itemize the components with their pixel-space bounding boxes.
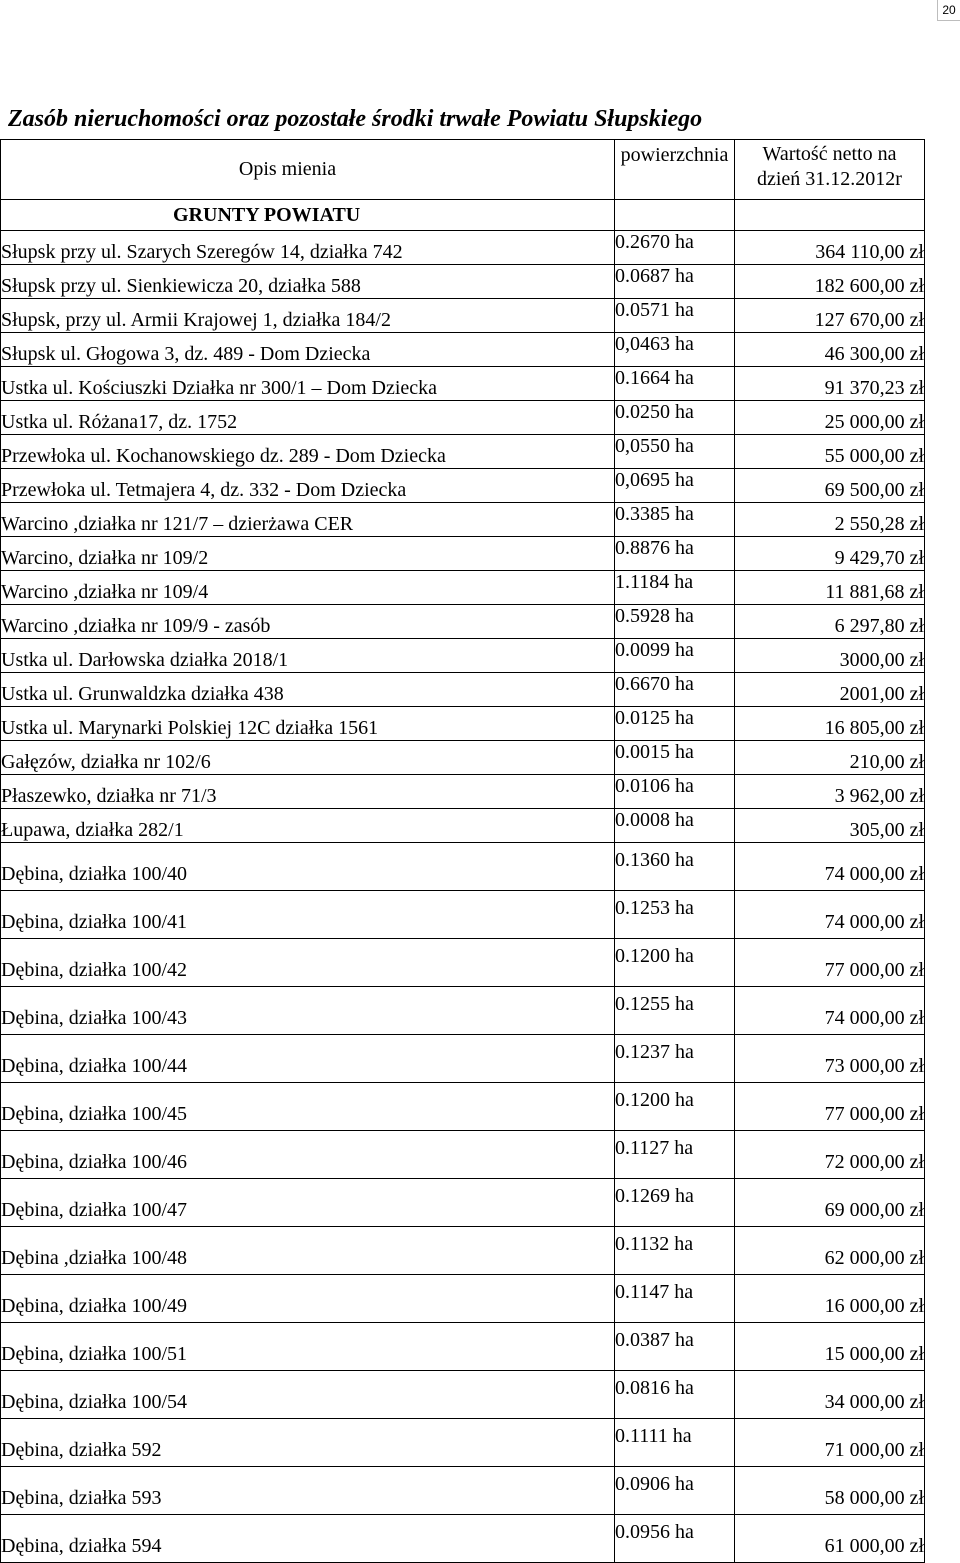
table-row: [1, 1227, 925, 1275]
table-row: [1, 469, 925, 503]
row-value: 77 000,00 zł: [735, 939, 925, 987]
table-row: [1, 333, 925, 367]
row-value: 3000,00 zł: [735, 639, 925, 673]
row-description: Płaszewko, działka nr 71/3: [1, 775, 615, 809]
row-area: 0.1664 ha: [615, 367, 735, 401]
row-area: 0.6670 ha: [615, 673, 735, 707]
row-value: 6 297,80 zł: [735, 605, 925, 639]
table-row: [1, 231, 925, 265]
row-area: 0.1360 ha: [615, 843, 735, 891]
row-value: 25 000,00 zł: [735, 401, 925, 435]
row-description: Przewłoka ul. Kochanowskiego dz. 289 - Dom Dziecka: [1, 435, 615, 469]
row-area: 0.0008 ha: [615, 809, 735, 843]
row-area: 0.3385 ha: [615, 503, 735, 537]
table-row: [1, 987, 925, 1035]
row-area: 0,0463 ha: [615, 333, 735, 367]
row-area: 0.0956 ha: [615, 1515, 735, 1563]
row-value: 55 000,00 zł: [735, 435, 925, 469]
row-area: 0,0550 ha: [615, 435, 735, 469]
row-area: 0.1200 ha: [615, 1083, 735, 1131]
table-row: [1, 775, 925, 809]
row-value: 74 000,00 zł: [735, 987, 925, 1035]
table-row: [1, 367, 925, 401]
table-row: [1, 939, 925, 987]
row-description: Ustka ul. Grunwaldzka działka 438: [1, 673, 615, 707]
row-description: Dębina, działka 592: [1, 1419, 615, 1467]
header-value: [735, 140, 925, 200]
row-description: Przewłoka ul. Tetmajera 4, dz. 332 - Dom Dziecka: [1, 469, 615, 503]
section-label: GRUNTY POWIATU: [1, 200, 615, 231]
document-title: Zasób nieruchomości oraz pozostałe środki trwałe Powiatu Słupskiego: [8, 106, 703, 132]
row-value: 91 370,23 zł: [735, 367, 925, 401]
row-description: Warcino ,działka nr 109/9 - zasób: [1, 605, 615, 639]
row-value: 16 805,00 zł: [735, 707, 925, 741]
row-description: Dębina, działka 100/42: [1, 939, 615, 987]
row-description: Słupsk przy ul. Szarych Szeregów 14, działka 742: [1, 231, 615, 265]
table-row: [1, 1131, 925, 1179]
header-area: powierzchnia: [615, 140, 735, 200]
row-area: 0.0099 ha: [615, 639, 735, 673]
assets-table-body: [1, 140, 925, 1563]
table-row: [1, 1323, 925, 1371]
row-value: 74 000,00 zł: [735, 891, 925, 939]
section-empty-cell: [735, 200, 925, 231]
table-row: [1, 571, 925, 605]
row-description: Dębina, działka 100/40: [1, 843, 615, 891]
row-value: 77 000,00 zł: [735, 1083, 925, 1131]
row-description: Słupsk przy ul. Sienkiewicza 20, działka 588: [1, 265, 615, 299]
row-area: 0.2670 ha: [615, 231, 735, 265]
row-value: 364 110,00 zł: [735, 231, 925, 265]
row-area: 0.1111 ha: [615, 1419, 735, 1467]
row-description: Gałęzów, działka nr 102/6: [1, 741, 615, 775]
table-row: [1, 401, 925, 435]
row-area: 0.0687 ha: [615, 265, 735, 299]
table-row: [1, 639, 925, 673]
table-row: [1, 707, 925, 741]
page-number: 20: [937, 0, 960, 21]
row-value: 182 600,00 zł: [735, 265, 925, 299]
row-area: 0.0816 ha: [615, 1371, 735, 1419]
row-value: 74 000,00 zł: [735, 843, 925, 891]
row-value: 62 000,00 zł: [735, 1227, 925, 1275]
table-row: [1, 299, 925, 333]
table-row: [1, 1419, 925, 1467]
row-area: 0.1255 ha: [615, 987, 735, 1035]
row-description: Ustka ul. Kościuszki Działka nr 300/1 – Dom Dziecka: [1, 367, 615, 401]
row-description: Słupsk, przy ul. Armii Krajowej 1, działka 184/2: [1, 299, 615, 333]
row-value: 16 000,00 zł: [735, 1275, 925, 1323]
row-description: Warcino ,działka nr 121/7 – dzierżawa CER: [1, 503, 615, 537]
row-value: 72 000,00 zł: [735, 1131, 925, 1179]
table-row: [1, 537, 925, 571]
row-description: Warcino, działka nr 109/2: [1, 537, 615, 571]
row-value: 73 000,00 zł: [735, 1035, 925, 1083]
table-row: [1, 1467, 925, 1515]
table-row: [1, 435, 925, 469]
row-value: 46 300,00 zł: [735, 333, 925, 367]
row-description: Warcino ,działka nr 109/4: [1, 571, 615, 605]
section-header-row: [1, 200, 925, 231]
row-area: 0.0250 ha: [615, 401, 735, 435]
table-row: [1, 1035, 925, 1083]
section-empty-cell: [615, 200, 735, 231]
row-area: 0.0106 ha: [615, 775, 735, 809]
row-value: 2 550,28 zł: [735, 503, 925, 537]
header-value-line2: dzień 31.12.2012r: [757, 168, 902, 190]
row-description: Dębina, działka 100/49: [1, 1275, 615, 1323]
row-value: 71 000,00 zł: [735, 1419, 925, 1467]
table-row: [1, 265, 925, 299]
row-value: 127 670,00 zł: [735, 299, 925, 333]
row-description: Ustka ul. Marynarki Polskiej 12C działka 1561: [1, 707, 615, 741]
row-area: 0.1147 ha: [615, 1275, 735, 1323]
row-value: 58 000,00 zł: [735, 1467, 925, 1515]
row-description: Ustka ul. Różana17, dz. 1752: [1, 401, 615, 435]
row-area: 0.0387 ha: [615, 1323, 735, 1371]
row-value: 69 500,00 zł: [735, 469, 925, 503]
row-value: 69 000,00 zł: [735, 1179, 925, 1227]
table-row: [1, 891, 925, 939]
table-row: [1, 741, 925, 775]
row-description: Ustka ul. Darłowska działka 2018/1: [1, 639, 615, 673]
row-description: Dębina, działka 100/54: [1, 1371, 615, 1419]
row-description: Dębina, działka 100/41: [1, 891, 615, 939]
row-area: 0.1253 ha: [615, 891, 735, 939]
row-value: 3 962,00 zł: [735, 775, 925, 809]
row-area: 0.1127 ha: [615, 1131, 735, 1179]
row-area: 0.0125 ha: [615, 707, 735, 741]
row-value: 34 000,00 zł: [735, 1371, 925, 1419]
row-description: Dębina, działka 100/51: [1, 1323, 615, 1371]
row-value: 61 000,00 zł: [735, 1515, 925, 1563]
table-row: [1, 1371, 925, 1419]
row-description: Łupawa, działka 282/1: [1, 809, 615, 843]
row-area: 0.5928 ha: [615, 605, 735, 639]
row-area: 0.1200 ha: [615, 939, 735, 987]
row-area: 0.1237 ha: [615, 1035, 735, 1083]
row-description: Dębina, działka 100/47: [1, 1179, 615, 1227]
row-value: 2001,00 zł: [735, 673, 925, 707]
header-value-line1: Wartość netto na: [762, 143, 897, 165]
table-row: [1, 1179, 925, 1227]
row-description: Dębina ,działka 100/48: [1, 1227, 615, 1275]
row-area: 0.1269 ha: [615, 1179, 735, 1227]
row-value: 15 000,00 zł: [735, 1323, 925, 1371]
table-row: [1, 1275, 925, 1323]
row-area: 0,0695 ha: [615, 469, 735, 503]
row-area: 0.1132 ha: [615, 1227, 735, 1275]
row-area: 0.0015 ha: [615, 741, 735, 775]
row-area: 0.0571 ha: [615, 299, 735, 333]
table-row: [1, 673, 925, 707]
row-value: 9 429,70 zł: [735, 537, 925, 571]
row-description: Dębina, działka 100/44: [1, 1035, 615, 1083]
row-description: Dębina, działka 100/46: [1, 1131, 615, 1179]
row-description: Dębina, działka 593: [1, 1467, 615, 1515]
table-row: [1, 843, 925, 891]
assets-table: [0, 139, 925, 1563]
table-row: [1, 605, 925, 639]
table-row: [1, 503, 925, 537]
table-row: [1, 809, 925, 843]
row-description: Dębina, działka 594: [1, 1515, 615, 1563]
row-value: 210,00 zł: [735, 741, 925, 775]
header-description: Opis mienia: [1, 140, 615, 200]
row-description: Dębina, działka 100/43: [1, 987, 615, 1035]
table-row: [1, 1083, 925, 1131]
row-description: Dębina, działka 100/45: [1, 1083, 615, 1131]
row-description: Słupsk ul. Głogowa 3, dz. 489 - Dom Dziecka: [1, 333, 615, 367]
table-row: [1, 1515, 925, 1563]
row-area: 0.0906 ha: [615, 1467, 735, 1515]
row-value: 305,00 zł: [735, 809, 925, 843]
row-value: 11 881,68 zł: [735, 571, 925, 605]
row-area: 0.8876 ha: [615, 537, 735, 571]
table-header-row: [1, 140, 925, 200]
row-area: 1.1184 ha: [615, 571, 735, 605]
